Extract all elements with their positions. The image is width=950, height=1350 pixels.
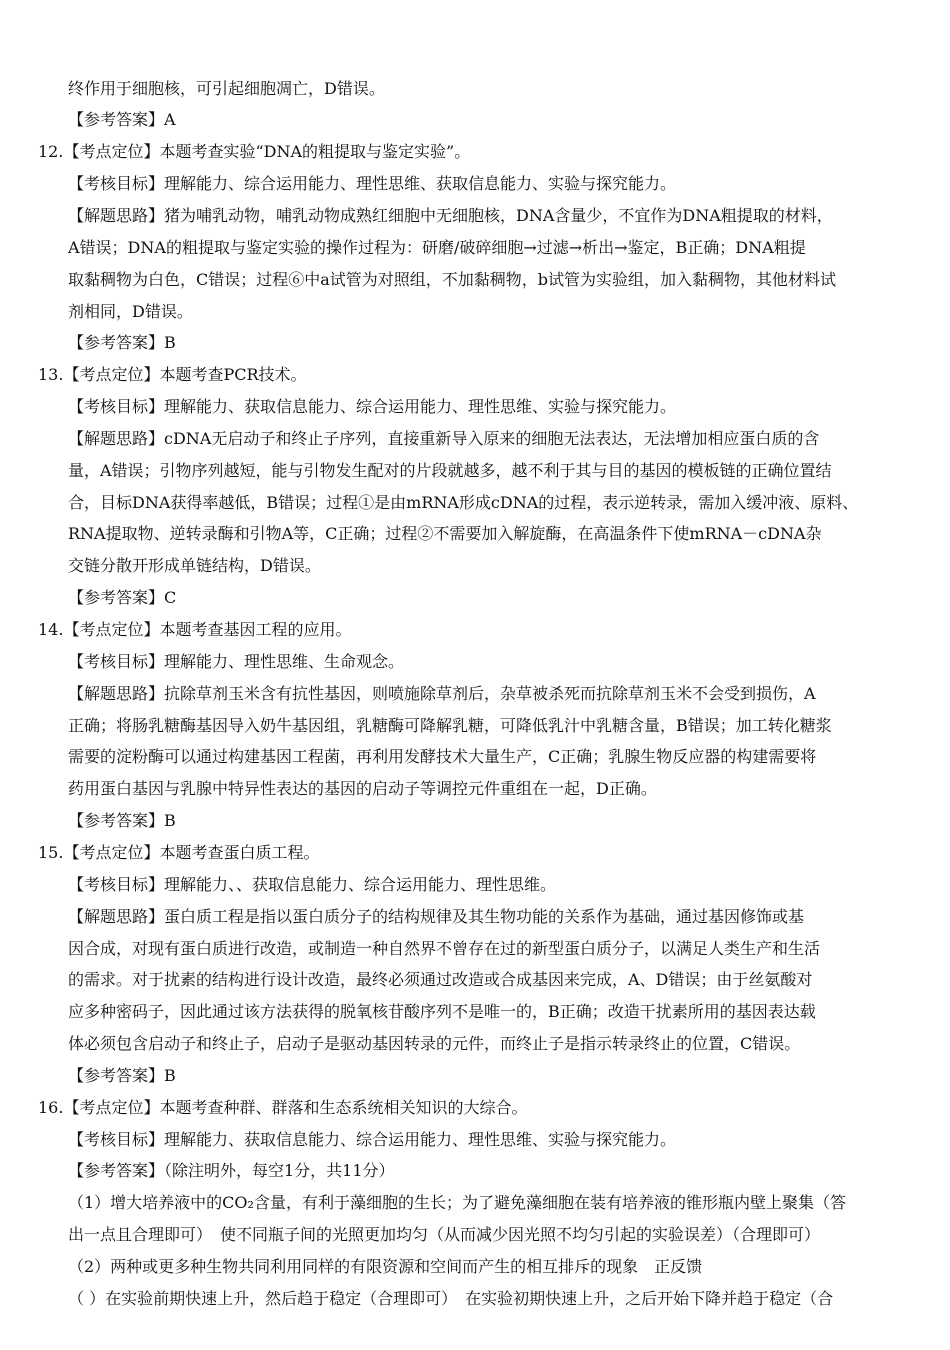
question-15-header: 15.【考点定位】本题考查蛋白质工程。 bbox=[38, 843, 320, 862]
text-line: RNA提取物、逆转录酶和引物A等，C正确；过程②不需要加入解旋酶，在高温条件下使mRNA－cDNA杂 bbox=[68, 524, 822, 543]
text-line: 【解题思路】抗除草剂玉米含有抗性基因，则喷施除草剂后，杂草被杀死而抗除草剂玉米不会受到损伤，A bbox=[68, 684, 816, 703]
text-line: 需要的淀粉酶可以通过构建基因工程菌，再利用发酵技术大量生产，C正确；乳腺生物反应器的构建需要将 bbox=[68, 747, 817, 766]
text-line: 应多种密码子，因此通过该方法获得的脱氧核苷酸序列不是唯一的，B正确；改造干扰素所用的基因表达载 bbox=[68, 1002, 816, 1021]
text-line: 【考核目标】理解能力、、获取信息能力、综合运用能力、理性思维。 bbox=[68, 875, 557, 894]
text-line: 量，A错误；引物序列越短，能与引物发生配对的片段就越多，越不利于其与目的基因的模板链的正确位置结 bbox=[68, 461, 832, 480]
text-line: 【考核目标】理解能力、获取信息能力、综合运用能力、理性思维、实验与探究能力。 bbox=[68, 1130, 677, 1149]
text-line: 因合成，对现有蛋白质进行改造，或制造一种自然界不曾存在过的新型蛋白质分子，以满足人类生产和生活 bbox=[68, 939, 821, 958]
text-line: 剂相同，D错误。 bbox=[68, 302, 193, 321]
text-line: 【解题思路】猪为哺乳动物，哺乳动物成熟红细胞中无细胞核，DNA含量少，不宜作为DNA粗提取的材料， bbox=[68, 206, 833, 225]
answer-line: 【参考答案】C bbox=[68, 588, 177, 607]
text-line: 正确；将肠乳糖酶基因导入奶牛基因组，乳糖酶可降解乳糖，可降低乳汁中乳糖含量，B错误；加工转化糖浆 bbox=[68, 716, 832, 735]
text-line: （1）增大培养液中的CO₂含量，有利于藻细胞的生长；为了避免藻细胞在装有培养液的锥形瓶内壁上聚集（答 bbox=[68, 1193, 846, 1212]
text-line: 的需求。对于扰素的结构进行设计改造，最终必须通过改造或合成基因来完成，A、D错误；由于丝氨酸对 bbox=[68, 970, 813, 989]
answer-line: 【参考答案】A bbox=[68, 110, 176, 129]
text-line: 出一点且合理即可） 使不同瓶子间的光照更加均匀（从而减少因光照不均匀引起的实验误差）（合理即可） bbox=[68, 1225, 821, 1244]
text-line: A错误；DNA的粗提取与鉴定实验的操作过程为：研磨/破碎细胞→过滤→析出→鉴定，B正确；DNA粗提 bbox=[68, 238, 806, 257]
question-14-header: 14.【考点定位】本题考查基因工程的应用。 bbox=[38, 620, 352, 639]
answer-line: 【参考答案】B bbox=[68, 1066, 176, 1085]
text-line: 【考核目标】理解能力、获取信息能力、综合运用能力、理性思维、实验与探究能力。 bbox=[68, 397, 677, 416]
text-line: 药用蛋白基因与乳腺中特异性表达的基因的启动子等调控元件重组在一起，D正确。 bbox=[68, 779, 657, 798]
text-line: 【考核目标】理解能力、理性思维、生命观念。 bbox=[68, 652, 405, 671]
text-line: 【解题思路】cDNA无启动子和终止子序列，直接重新导入原来的细胞无法表达，无法增加相应蛋白质的含 bbox=[68, 429, 820, 448]
text-line: 合，目标DNA获得率越低，B错误；过程①是由mRNA形成cDNA的过程，表示逆转录，需加入缓冲液、原料、 bbox=[68, 493, 859, 512]
answer-line: 【参考答案】（除注明外，每空1分，共11分） bbox=[68, 1161, 395, 1180]
text-line: 【考核目标】理解能力、综合运用能力、理性思维、获取信息能力、实验与探究能力。 bbox=[68, 174, 677, 193]
answer-line: 【参考答案】B bbox=[68, 333, 176, 352]
answer-line: 【参考答案】B bbox=[68, 811, 176, 830]
text-line: 体必须包含启动子和终止子，启动子是驱动基因转录的元件，而终止子是指示转录终止的位置，C错误。 bbox=[68, 1034, 801, 1053]
text-line: 【解题思路】蛋白质工程是指以蛋白质分子的结构规律及其生物功能的关系作为基础，通过基因修饰或基 bbox=[68, 907, 805, 926]
question-16-header: 16.【考点定位】本题考查种群、群落和生态系统相关知识的大综合。 bbox=[38, 1098, 528, 1117]
text-line: （ ）在实验前期快速上升，然后趋于稳定（合理即可） 在实验初期快速上升，之后开始下降并趋于稳定（合 bbox=[68, 1289, 834, 1308]
text-line: 交链分散开形成单链结构，D错误。 bbox=[68, 556, 321, 575]
text-line: （2）两种或更多种生物共同利用同样的有限资源和空间而产生的相互排斥的现象 正反馈 bbox=[68, 1257, 703, 1276]
text-line: 取黏稠物为白色，C错误；过程⑥中a试管为对照组，不加黏稠物，b试管为实验组，加入黏稠物，其他材料试 bbox=[68, 270, 837, 289]
question-12-header: 12.【考点定位】本题考查实验“DNA的粗提取与鉴定实验”。 bbox=[38, 142, 471, 161]
text-line: 终作用于细胞核，可引起细胞凋亡，D错误。 bbox=[68, 79, 385, 98]
question-13-header: 13.【考点定位】本题考查PCR技术。 bbox=[38, 365, 307, 384]
